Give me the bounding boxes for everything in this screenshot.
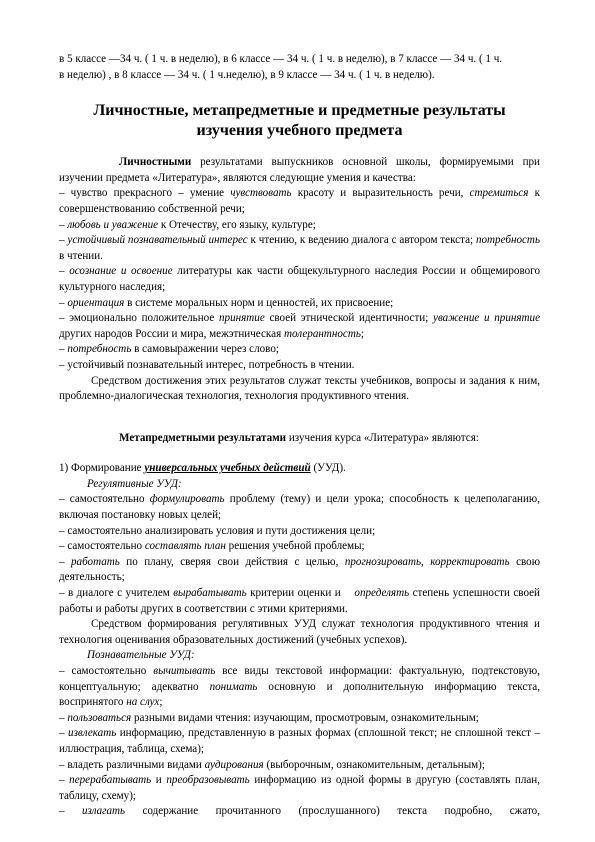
reg-item-5: – в диалоге с учителем вырабатывать критерии оценки и определять степень успешности своей работы и работы других в соответствии с этими критериями.: [59, 587, 540, 615]
personal-means: Средством достижения этих результатов служат тексты учебников, вопросы и задания к ним, проблемно-диалогическая технология, технология продуктивного чтения.: [59, 374, 540, 403]
personal-item-7: – потребность в самовыражении через слово;: [59, 343, 279, 356]
personal-item-6: – эмоционально положительное принятие своей этнической идентичности; уважение и принятие других народов России и мира, межэтническая толерантность;: [59, 312, 541, 340]
meta-lead-bold: Метапредметными результатами: [119, 431, 287, 444]
personal-item-2: – любовь и уважение к Отечеству, его языку, культуре;: [59, 218, 316, 231]
personal-lead: Личностными результатами выпускников основной школы, формируемыми при изучении предмета «Литература», являются следующие умения и качества:: [59, 156, 540, 184]
meta-lead: Метапредметными результатами изучения курса «Литература» являются:: [119, 431, 479, 444]
personal-item-5: – ориентация в системе моральных норм и ценностей, их присвоение;: [59, 296, 394, 309]
cog-item-2: – пользоваться разными видами чтения: изучающим, просмотровым, ознакомительным;: [59, 711, 479, 724]
regulatory-title: Регулятивные УУД:: [87, 477, 182, 490]
personal-item-1: – чувство прекрасного – умение чувствовать красоту и выразительность речи, стремиться к совершенствованию собственной речи;: [59, 187, 540, 215]
personal-item-8: – устойчивый познавательный интерес, потребность в чтении.: [59, 358, 355, 371]
reg-item-1: – самостоятельно формулировать проблему (тему) и цели урока; способность к целеполаганию, включая постановку новых целей;: [59, 493, 540, 522]
hours-line-1: в 5 классе —34 ч. ( 1 ч. в неделю), в 6 классе — 34 ч. ( 1 ч. в неделю), в 7 классе — 34 ч. ( 1 ч.: [59, 53, 503, 65]
reg-item-2: – самостоятельно анализировать условия и пути достижения цели;: [59, 524, 376, 537]
personal-lead-bold: Личностными: [119, 156, 192, 169]
reg-item-4: – работать по плану, сверяя свои действия с целью, прогнозировать, корректировать свою деятельность;: [59, 555, 540, 584]
personal-item-3: – устойчивый познавательный интерес к чтению, к ведению диалога с автором текста; потребность в чтении.: [59, 234, 540, 262]
cog-item-6: – излагать содержание прочитанного (прослушанного) текста подробно, сжато,: [59, 805, 540, 818]
regulatory-means: Средством формирования регулятивных УУД служат технология продуктивного чтения и технология оценивания образовательных достижений (учебных успехов).: [59, 618, 540, 646]
cog-item-4: – владеть различными видами аудирования (выборочным, ознакомительным, детальным);: [59, 758, 485, 771]
page-content: [59, 52, 540, 820]
reg-item-3: – самостоятельно составлять план решения учебной проблемы;: [59, 540, 365, 553]
cog-item-1: – самостоятельно вычитывать все виды текстовой информации: фактуальную, подтекстовую, концептуальную; адекватно понимать основную и дополнительную информацию текста, воспринятого на слух;: [59, 665, 540, 709]
hours-line-2: в неделю) , в 8 классе — 34 ч. ( 1 ч.неделю), в 9 классе — 34 ч. ( 1 ч. в неделю).: [59, 68, 435, 81]
personal-item-4: – осознание и освоение литературы как части общекультурного наследия России и общемирового культурного наследия;: [59, 265, 540, 293]
meta-item-1: 1) Формирование универсальных учебных действий (УУД).: [59, 462, 346, 475]
cog-item-3: – извлекать информацию, представленную в разных формах (сплошной текст; не сплошной текст – иллюстрация, таблица, схема);: [59, 727, 540, 755]
cognitive-title: Познавательные УУД:: [87, 649, 195, 662]
section-heading: Личностные, метапредметные и предметные результаты изучения учебного предмета: [93, 102, 506, 140]
cog-item-5: – перерабатывать и преобразовывать информацию из одной формы в другую (составлять план, таблицу, схему);: [59, 774, 541, 802]
